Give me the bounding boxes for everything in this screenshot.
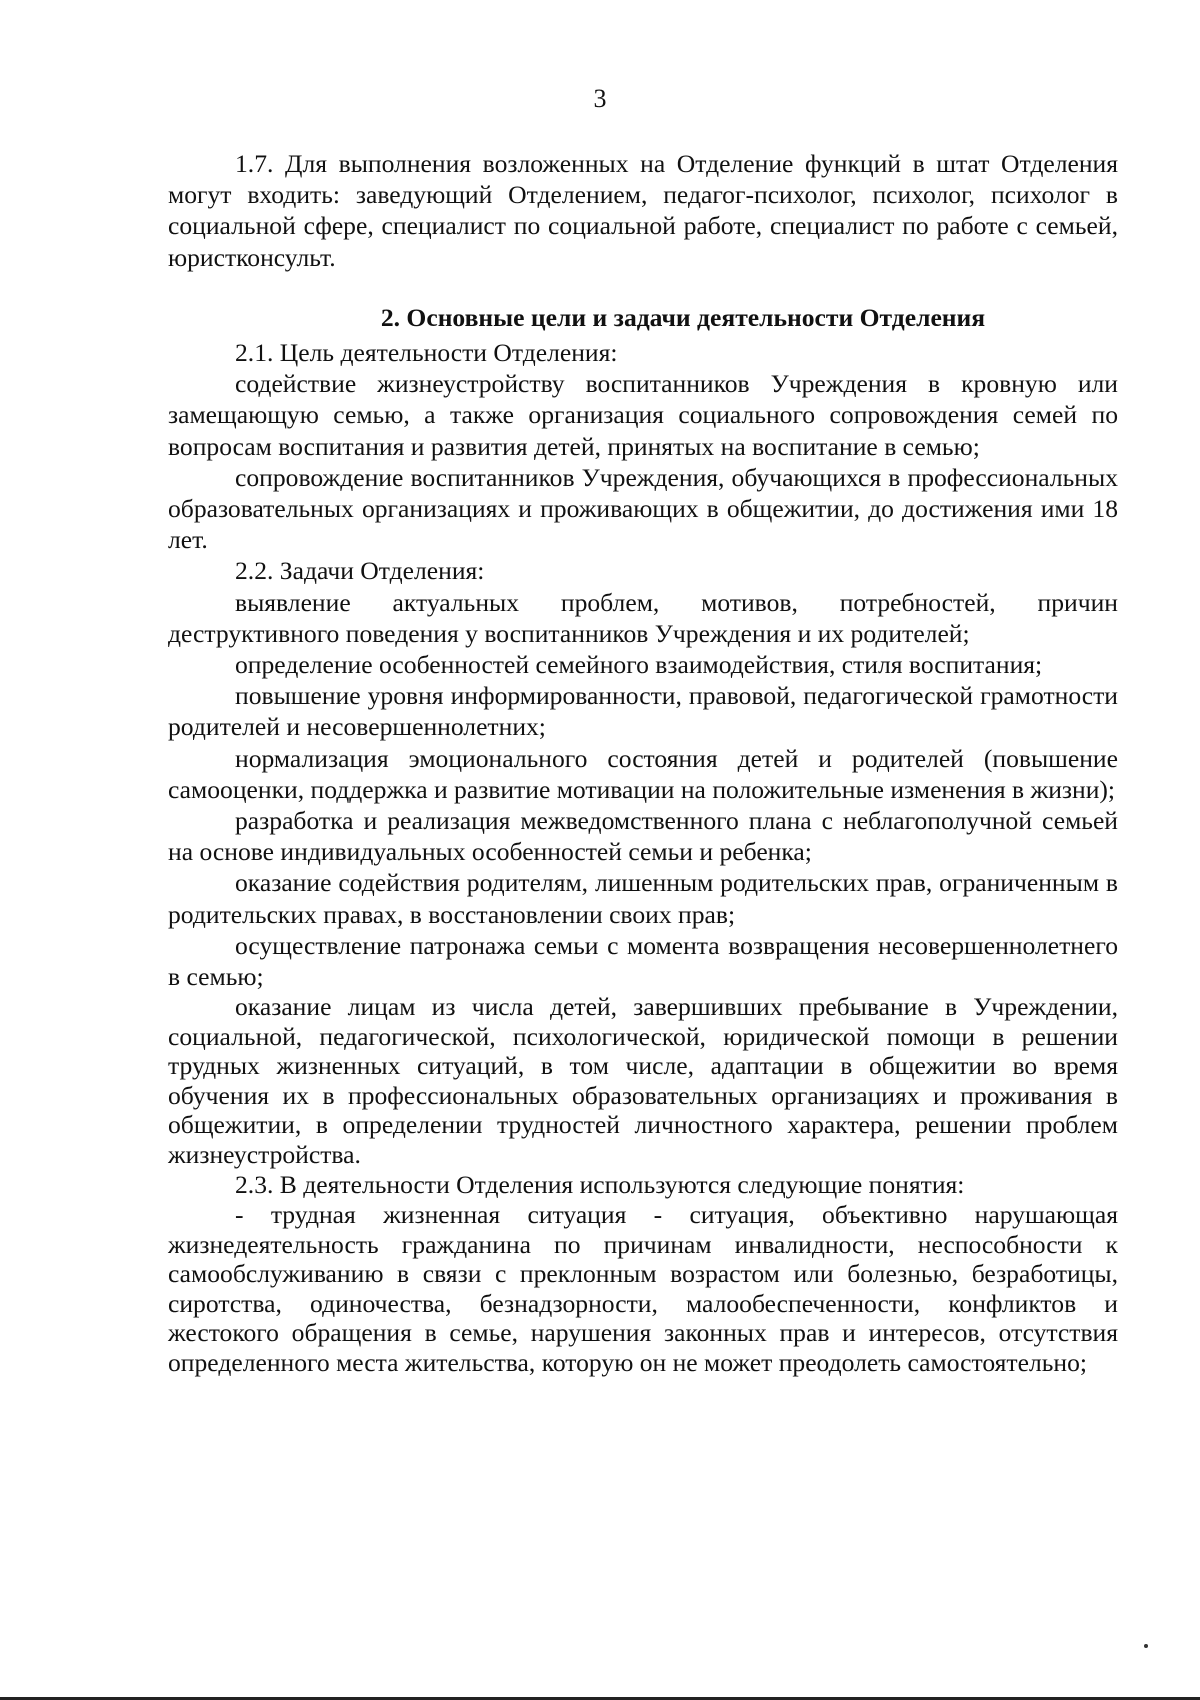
paragraph-2-1-goal-1: содействие жизнеустройству воспитанников Учреждения в кровную или замещающую семью, а также организация социального сопровождения семей по вопросам воспитания и развития детей, принятых на воспитание в семью;	[168, 369, 1118, 461]
task-item: оказание лицам из числа детей, завершивших пребывание в Учреждении, социальной, педагогической, психологической, юридической помощи в решении трудных жизненных ситуаций, в том числе, адаптации в общежитии во время обучения их в профессиональных образовательных организациях и проживания в общежитии, в определении трудностей личностного характера, решении проблем жизнеустройства.	[168, 992, 1118, 1169]
paragraph-2-3-title: 2.3. В деятельности Отделения используются следующие понятия:	[235, 1170, 965, 1200]
document-body	[168, 148, 1118, 1377]
task-item: нормализация эмоционального состояния детей и родителей (повышение самооценки, поддержка и развитие мотивации на положительные изменения в жизни);	[168, 743, 1118, 804]
task-item: осуществление патронажа семьи с момента возвращения несовершеннолетнего в семью;	[168, 930, 1118, 992]
paragraph-1-7: 1.7. Для выполнения возложенных на Отделение функций в штат Отделения могут входить: заведующий Отделением, педагог-психолог, психолог, психолог в социальной сфере, специалист по социальной работе, специалист по работе с семьей, юристконсульт.	[168, 149, 1118, 272]
paragraph-2-2-title: 2.2. Задачи Отделения:	[235, 556, 485, 586]
task-item: выявление актуальных проблем, мотивов, потребностей, причин деструктивного поведения у воспитанников Учреждения и их родителей;	[168, 587, 1118, 648]
paragraph-2-1-goal-2: сопровождение воспитанников Учреждения, обучающихся в профессиональных образовательных организациях и проживающих в общежитии, до достижения ими 18 лет.	[168, 462, 1118, 555]
task-item: оказание содействия родителям, лишенным родительских прав, ограниченным в родительских правах, в восстановлении своих прав;	[168, 868, 1118, 929]
page-number: 3	[593, 84, 607, 113]
section-2-heading: 2. Основные цели и задачи деятельности Отделения	[380, 302, 986, 332]
task-item: повышение уровня информированности, правовой, педагогической грамотности родителей и несовершеннолетних;	[168, 681, 1118, 742]
task-item: разработка и реализация межведомственного плана с неблагополучной семьей на основе индивидуальных особенностей семьи и ребенка;	[168, 806, 1118, 867]
scan-speck	[1144, 1644, 1148, 1648]
paragraph-2-1-title: 2.1. Цель деятельности Отделения:	[235, 338, 618, 368]
definition-difficult-life-situation: - трудная жизненная ситуация - ситуация, объективно нарушающая жизнедеятельность гражданина по причинам инвалидности, неспособности к самообслуживанию в связи с преклонным возрастом или болезнью, безработицы, сиротства, одиночества, безнадзорности, малообеспеченности, конфликтов и жестокого обращения в семье, нарушения законных прав и интересов, отсутствия определенного места жительства, которую он не может преодолеть самостоятельно;	[168, 1200, 1118, 1377]
task-item: определение особенностей семейного взаимодействия, стиля воспитания;	[235, 650, 1043, 680]
